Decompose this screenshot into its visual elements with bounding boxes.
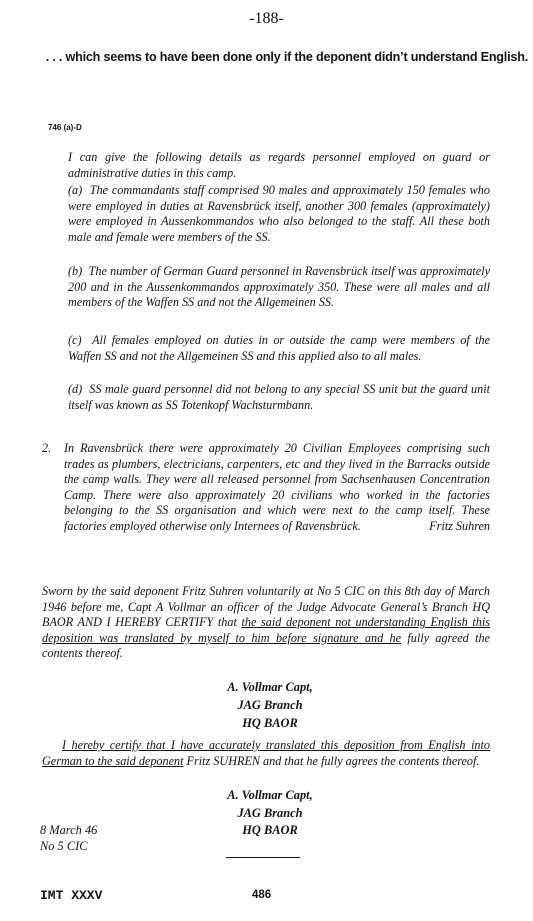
item-c-text: All females employed on duties in or outside the camp were members of the Waffen SS and not the Allgemeinen SS and this applied also to all males. (68, 333, 490, 363)
date-line: 8 March 46 (40, 823, 98, 837)
signature-1-unit: HQ BAOR (242, 716, 298, 730)
translator-certification (42, 738, 490, 769)
sworn-text-end: fully agreed the contents thereof. (42, 630, 490, 661)
item-c (68, 333, 490, 364)
deponent-signature: Fritz Suhren (429, 518, 490, 533)
document-reference: 746 (a)-D (48, 123, 82, 132)
place-line: No 5 CIC (40, 839, 88, 853)
editorial-note: . . . which seems to have been done only if the deponent didn’t understand English. (45, 50, 528, 64)
signature-2-unit: HQ BAOR (242, 823, 298, 837)
item-d-text: SS male guard personnel did not belong to any special SS unit but the guard unit itself was known as SS Totenkopf Wachsturmbann. (68, 382, 490, 412)
item-2-number: 2. (42, 441, 52, 455)
item-a (68, 183, 490, 245)
signature-2-name: A. Vollmar Capt, (227, 788, 313, 802)
item-a-label: (a) (68, 183, 83, 197)
signature-2-branch: JAG Branch (237, 806, 303, 820)
item-b-label: (b) (68, 264, 83, 278)
signature-1-branch: JAG Branch (237, 698, 303, 712)
item-d-label: (d) (68, 382, 83, 396)
signature-1-name: A. Vollmar Capt, (227, 680, 313, 694)
sworn-statement (42, 584, 490, 662)
intro-paragraph: I can give the following details as regards personnel employed on guard or administrative duties in this camp. (68, 150, 490, 180)
item-2-text: In Ravensbrück there were approximately 20 Civilian Employees comprising such trades as plumbers, electricians, carpenters, etc and they lived in the Barracks outside the camp walls. They were all released personnel from Sachsenhausen Concentration Camp. There were also approximately 20 civilians who worked in the factories belonging to the SS organisation and which were next to the camp itself. These factories employed otherwise only Internees of Ravensbrück. (64, 441, 490, 533)
item-b-text: The number of German Guard personnel in Ravensbrück itself was approximately 200 and in the Aussenkommandos approximately 350. These were all males and all members of the Waffen SS and not the Allgemeinen SS. (68, 264, 491, 310)
page-number: -188- (249, 10, 284, 27)
signature-rule (226, 857, 300, 858)
item-a-text: The commandants staff comprised 90 males and approximately 150 females who were employed in duties at Ravensbrück itself, another 300 females (approximately) were employed in Aussenkommandos who also belonged to the staff. All these both male and female were members of the SS. (68, 183, 490, 244)
certify-underlined: I hereby certify that I have accurately translated this deposition from English into German to the said deponent (42, 738, 490, 768)
item-c-label: (c) (68, 333, 82, 347)
footer-volume: IMT XXXV (40, 888, 103, 903)
item-d (68, 382, 490, 413)
footer-page-number: 486 (252, 889, 272, 901)
sworn-underlined: the said deponent not understanding English this deposition was translated by myself to him before signature and he (42, 615, 490, 645)
item-b (68, 264, 490, 311)
sworn-text: Sworn by the said deponent Fritz Suhren voluntarily at No 5 CIC on this 8th day of March 1946 before me, Capt A Vollmar an officer of the Judge Advocate General’s Branch HQ BAOR AND I HEREBY CERTIFY that (42, 584, 490, 630)
item-2 (64, 441, 490, 535)
certify-text: Fritz SUHREN and that he fully agrees the contents thereof. (183, 753, 480, 768)
